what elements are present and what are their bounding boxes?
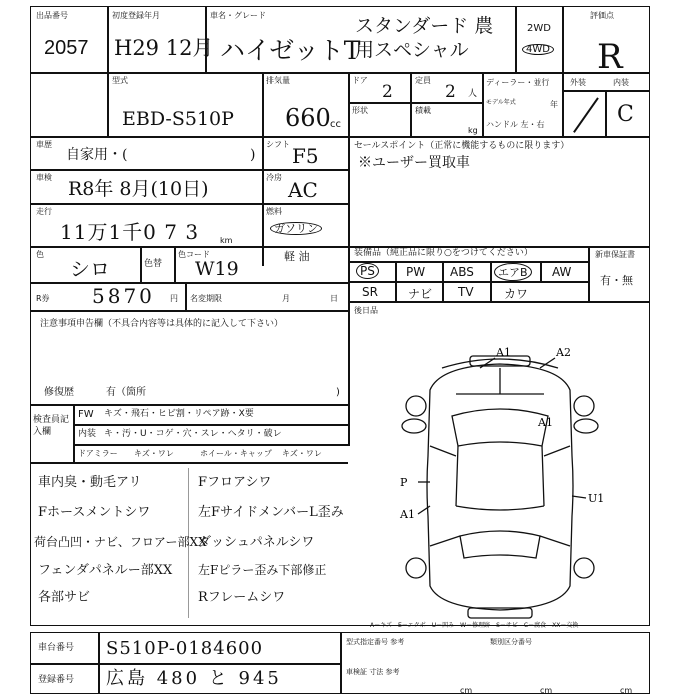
sales-value: ※ユーザー買取車 xyxy=(358,155,470,171)
equip-abs: ABS xyxy=(450,265,474,279)
shift-label: シフト xyxy=(266,140,290,149)
color-code-value: W19 xyxy=(195,258,239,280)
shift-value: F5 xyxy=(292,144,319,168)
year-unit: 年 xyxy=(550,100,558,109)
cap-unit: 人 xyxy=(468,89,478,99)
new-warranty-label: 新車保証書 xyxy=(595,250,635,259)
mark-a1-front: A1 xyxy=(496,346,511,359)
cc-value: 660 xyxy=(285,104,331,132)
door-value: 2 xyxy=(382,82,393,102)
usage-close: ) xyxy=(250,147,256,163)
cc-label: 排気量 xyxy=(266,76,290,85)
plate-value: 広島 480 と 945 xyxy=(106,668,282,689)
reg-value: H29 12月 xyxy=(114,36,214,60)
note-2: Fフロアシワ xyxy=(198,475,272,490)
recycle-label: R券 xyxy=(36,294,50,303)
recycle-value: 5870 xyxy=(92,284,155,308)
color-value: シロ xyxy=(70,257,110,281)
inspection-label: 車検 xyxy=(36,173,52,182)
grade-score: R xyxy=(597,37,623,77)
car-damage-diagram xyxy=(360,346,640,624)
color-code-label: 色コード xyxy=(178,250,210,259)
cm-2: cm xyxy=(540,686,553,695)
checks-label: 検査員記入欄 xyxy=(33,415,70,437)
load-unit: kg xyxy=(468,126,478,135)
drive-2wd: 2WD xyxy=(527,23,551,34)
mark-a1-roof: A1 xyxy=(538,416,553,429)
mark-a2-front: A2 xyxy=(556,346,571,359)
model-label: 車名・グレード xyxy=(210,11,266,20)
note-8: 左Fピラー歪み下部修正 xyxy=(198,563,327,577)
plate-label: 登録番号 xyxy=(38,675,75,685)
check-mirror: ドアミラー xyxy=(78,449,118,458)
note-3: Fホースメントシワ xyxy=(38,505,151,520)
repair-label: 修復歴 xyxy=(44,387,74,398)
recycle-unit: 円 xyxy=(170,294,178,303)
class-label-footer: 類別区分番号 xyxy=(490,638,532,646)
diagram-legend: A－キズ E－エクボ U－凹み W－修理跡 S－サビ C－腐食 XX－交換 xyxy=(370,622,579,629)
equip-tv: TV xyxy=(458,285,474,299)
note-1: 車内臭・動毛アリ xyxy=(38,475,142,490)
mark-u1-right: U1 xyxy=(588,492,605,505)
form-label: 形状 xyxy=(352,106,368,115)
usage-label: 車歴 xyxy=(36,140,52,149)
grade-label: 評価点 xyxy=(590,11,614,20)
form-label-footer: 型式指定番号 参考 xyxy=(346,638,405,646)
check-inside: 内装 xyxy=(78,429,97,439)
check-inside-text: キ・汚・U・コゲ・穴・スレ・ヘタリ・破レ xyxy=(104,429,282,439)
ac-value: AC xyxy=(288,178,318,202)
fuel-value: ガソリン xyxy=(270,222,322,235)
handle-label: ハンドル 左・右 xyxy=(486,120,545,129)
ext-label: 外装 xyxy=(570,78,586,87)
equip-airbag: エアB xyxy=(494,263,532,281)
drive-4wd: 4WD xyxy=(522,44,554,55)
check-wheel-text: キズ・ワレ xyxy=(282,449,322,458)
transfer-day: 日 xyxy=(330,294,338,303)
lot-label: 出品番号 xyxy=(36,11,68,20)
equip-pw: PW xyxy=(406,265,426,279)
cap-label: 定員 xyxy=(415,76,431,85)
grade-value: スタンダード 農用スペシャル xyxy=(355,15,494,61)
color-label: 色 xyxy=(36,250,44,259)
note-5: 荷台凸凹・ナビ、フロアー部XX xyxy=(34,535,207,549)
cc-unit: cc xyxy=(330,119,341,130)
equipment-label: 装備品（純正品に限り○をつけてください） xyxy=(354,248,533,258)
equip-navi: ナビ xyxy=(408,287,433,301)
int-label: 内装 xyxy=(613,78,629,87)
check-mirror-text: キズ・ワレ xyxy=(134,449,174,458)
transfer-month: 月 xyxy=(282,294,290,303)
equip-sr: SR xyxy=(362,285,378,299)
note-6: ダッシュパネルシワ xyxy=(198,535,315,550)
repair-value: 有（箇所 xyxy=(106,387,146,398)
check-wheel: ホイール・キャップ xyxy=(200,449,272,458)
reg-label: 初度登録年月 xyxy=(112,11,160,20)
model-value: ハイゼットT xyxy=(220,36,361,65)
new-warranty-value: 有・無 xyxy=(600,274,633,287)
load-label: 積載 xyxy=(415,106,431,115)
note-4: 左FサイドメンバーL歪み xyxy=(198,505,344,520)
chassis-value: S510P-0184600 xyxy=(106,638,264,659)
cm-3: cm xyxy=(620,686,633,695)
equip-leather: カワ xyxy=(504,287,529,301)
check-fw-text: キズ・飛石・ヒビ割・リペア跡・X要 xyxy=(104,409,254,419)
fuel-alt: 軽 油 xyxy=(284,250,310,263)
equip-aw: AW xyxy=(552,265,572,279)
mileage-unit: km xyxy=(220,236,233,245)
usage-value: 自家用・( xyxy=(66,147,128,163)
transfer-label: 名変期限 xyxy=(190,294,222,303)
type-label: 型式 xyxy=(112,76,128,85)
mark-a1-left: A1 xyxy=(400,508,415,521)
check-fw: FW xyxy=(78,409,94,420)
color-change-label: 色替 xyxy=(144,259,163,269)
dealer-label: ディーラー・並行 xyxy=(486,78,550,87)
note-9: 各部サビ xyxy=(38,590,91,605)
notes-label: 注意事項申告欄（不具合内容等は具体的に記入して下さい） xyxy=(40,319,284,329)
chassis-label: 車台番号 xyxy=(38,643,75,653)
equip-ps: PS xyxy=(356,263,379,279)
mileage-value: 11万1千0 7 3 xyxy=(60,220,200,244)
cap-value: 2 xyxy=(445,82,456,102)
cm-1: cm xyxy=(460,686,473,695)
mark-p-left: P xyxy=(400,476,408,489)
fuel-label: 燃料 xyxy=(266,207,282,216)
note-10: Rフレームシワ xyxy=(198,590,286,605)
int-score: C xyxy=(617,102,634,127)
sales-label: セールスポイント（正常に機能するものに限ります） xyxy=(354,141,570,151)
door-label: ドア xyxy=(352,76,368,85)
inspection-value: R8年 8月(10日) xyxy=(68,178,209,200)
type-value: EBD-S510P xyxy=(122,108,234,130)
ac-label: 冷房 xyxy=(266,173,282,182)
later-label: 後日品 xyxy=(354,306,378,315)
model-year-label: モデル年式 xyxy=(486,99,516,106)
note-7: フェンダパネルー部XX xyxy=(38,563,173,578)
auction-sheet xyxy=(30,6,650,694)
mileage-label: 走行 xyxy=(36,207,52,216)
dims-label-footer: 車検証 寸法 参考 xyxy=(346,668,400,676)
repair-close: ) xyxy=(336,387,340,398)
lot-number: 2057 xyxy=(44,37,89,59)
